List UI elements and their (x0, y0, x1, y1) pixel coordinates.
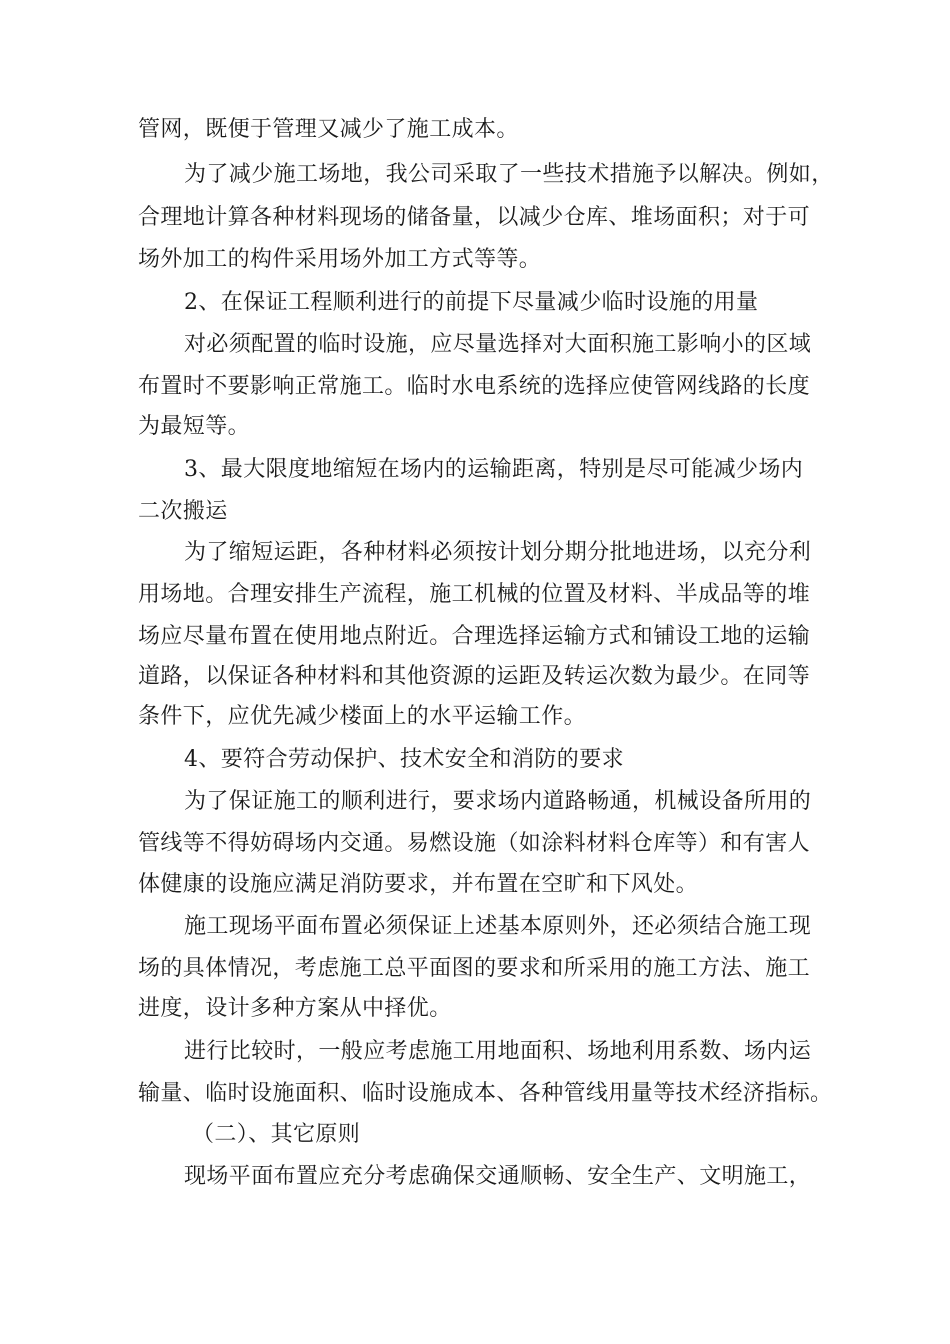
text-line: 对必须配置的临时设施，应尽量选择对大面积施工影响小的区域 (184, 332, 812, 357)
text-line: 为了缩短运距，各种材料必须按计划分期分批地进场，以充分利 (184, 540, 812, 565)
text-line: 场的具体情况，考虑施工总平面图的要求和所采用的施工方法、施工 (138, 956, 811, 981)
text-line: 为最短等。 (138, 414, 251, 439)
text-line: 布置时不要影响正常施工。临时水电系统的选择应使管网线路的长度 (138, 374, 811, 399)
text-line: 条件下，应优先减少楼面上的水平运输工作。 (138, 704, 587, 729)
text-line: 现场平面布置应充分考虑确保交通顺畅、安全生产、文明施工， (184, 1164, 812, 1189)
text-line: 管网，既便于管理又减少了施工成本。 (138, 117, 519, 142)
text-line: 场应尽量布置在使用地点附近。合理选择运输方式和铺设工地的运输 (138, 624, 811, 649)
text-line: 输量、临时设施面积、临时设施成本、各种管线用量等技术经济指标。 (138, 1081, 833, 1106)
text-line: 施工现场平面布置必须保证上述基本原则外，还必须结合施工现 (184, 914, 812, 939)
text-line: 为了减少施工场地，我公司采取了一些技术措施予以解决。例如， (184, 162, 834, 187)
section-heading: 3、最大限度地缩短在场内的运输距离，特别是尽可能减少场内 (184, 457, 804, 482)
section-heading-continued: 二次搬运 (138, 499, 228, 524)
text-line: 为了保证施工的顺利进行，要求场内道路畅通，机械设备所用的 (184, 789, 812, 814)
text-line: 管线等不得妨碍场内交通。易燃设施（如涂料材料仓库等）和有害人 (138, 831, 811, 856)
text-line: 体健康的设施应满足消防要求，并布置在空旷和下风处。 (138, 872, 699, 897)
text-line: 进度，设计多种方案从中择优。 (138, 996, 452, 1021)
section-heading: 2、在保证工程顺利进行的前提下尽量减少临时设施的用量 (184, 290, 759, 315)
text-line: 道路，以保证各种材料和其他资源的运距及转运次数为最少。在同等 (138, 664, 811, 689)
text-line: 合理地计算各种材料现场的储备量，以减少仓库、堆场面积；对于可 (138, 205, 811, 230)
text-line: 进行比较时，一般应考虑施工用地面积、场地利用系数、场内运 (184, 1039, 812, 1064)
text-line: 用场地。合理安排生产流程，施工机械的位置及材料、半成品等的堆 (138, 582, 811, 607)
section-heading: 4、要符合劳动保护、技术安全和消防的要求 (184, 747, 624, 772)
section-heading: （二）、其它原则 (192, 1122, 361, 1147)
text-line: 场外加工的构件采用场外加工方式等等。 (138, 247, 542, 272)
